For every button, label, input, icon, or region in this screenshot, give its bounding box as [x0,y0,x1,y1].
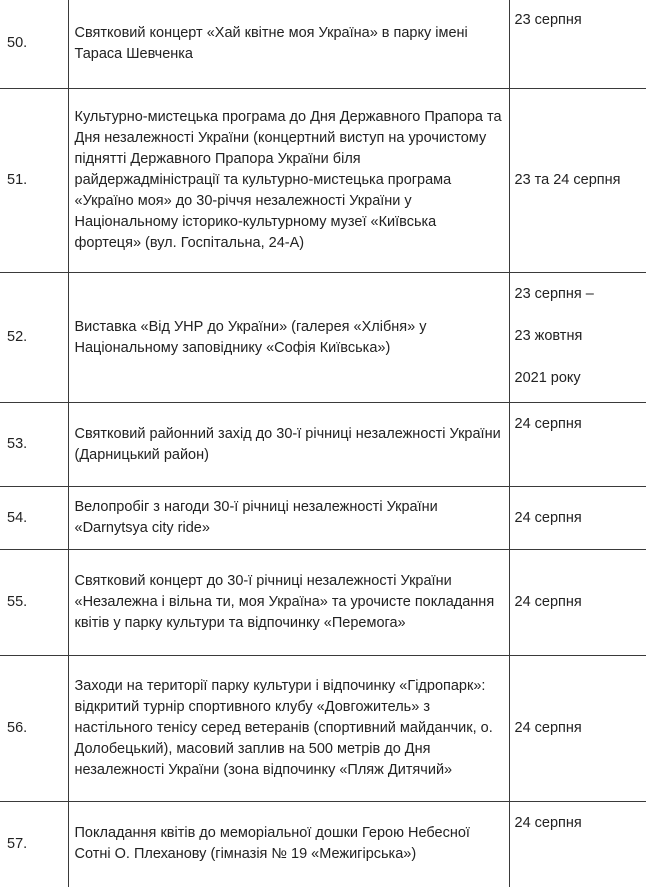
event-date-line: 24 серпня [514,815,582,831]
event-date-line: 24 серпня [514,720,582,736]
event-name: Заходи на території парку культури і відпочинку «Гідропарк»: відкритий турнір спортивного клубу «Довгожитель» з настільного тенісу серед ветеранів (спортивний майданчик, о. Долобецький), масовий заплив на 500 метрів до Дня незалежності України (зона відпочинку «Пляж Дитячий» [68,656,509,802]
event-name: Культурно-мистецька програма до Дня Державного Прапора та Дня незалежності України (концертний виступ на урочистому піднятті Державного Прапора України біля райдержадміністрації та культурно-мистецька програма «Україно моя» до 30-річчя незалежності України у Національному історико-культурному музеї «Київська фортеця» (вул. Госпітальна, 24-А) [68,89,509,273]
event-name: Покладання квітів до меморіальної дошки Герою Небесної Сотні О. Плеханову (гімназія № 19 «Межигірська») [68,802,509,887]
row-number: 51. [0,89,68,273]
event-date-line: 23 серпня [514,12,582,28]
event-date-line: 23 та 24 серпня [514,172,621,188]
event-date-line: 23 серпня – [514,286,594,302]
row-number: 50. [0,0,68,89]
event-name: Велопробіг з нагоди 30-ї річниці незалежності України «Darnytsya city ride» [68,487,509,550]
table-row [0,273,646,403]
event-date [509,550,646,656]
table-row [0,487,646,550]
table-row [0,802,646,887]
event-date [509,487,646,550]
event-name: Святковий районний захід до 30-ї річниці незалежності України (Дарницький район) [68,403,509,487]
row-number: 52. [0,273,68,403]
event-date-line: 24 серпня [514,416,582,432]
table-row [0,403,646,487]
event-name: Святковий концерт до 30-ї річниці незалежності України «Незалежна і вільна ти, моя Україна» та урочисте покладання квітів у парку культури та відпочинку «Перемога» [68,550,509,656]
event-date [509,273,646,403]
table-row [0,550,646,656]
event-date-line: 2021 року [514,370,581,386]
event-date-line: 23 жовтня [514,328,583,344]
event-date-line: 24 серпня [514,509,582,526]
row-number: 55. [0,550,68,656]
row-number: 56. [0,656,68,802]
row-number: 53. [0,403,68,487]
event-name: Святковий концерт «Хай квітне моя Україна» в парку імені Тараса Шевченка [68,0,509,89]
table-row [0,89,646,273]
event-name: Виставка «Від УНР до України» (галерея «Хлібня» у Національному заповіднику «Софія Київська») [68,273,509,403]
row-number: 57. [0,802,68,887]
event-date-line: 24 серпня [514,594,582,610]
event-date [509,89,646,273]
row-number: 54. [0,487,68,550]
event-date [509,802,646,887]
table-row [0,656,646,802]
event-date [509,656,646,802]
event-date [509,403,646,487]
event-date [509,0,646,89]
table-row [0,0,646,89]
